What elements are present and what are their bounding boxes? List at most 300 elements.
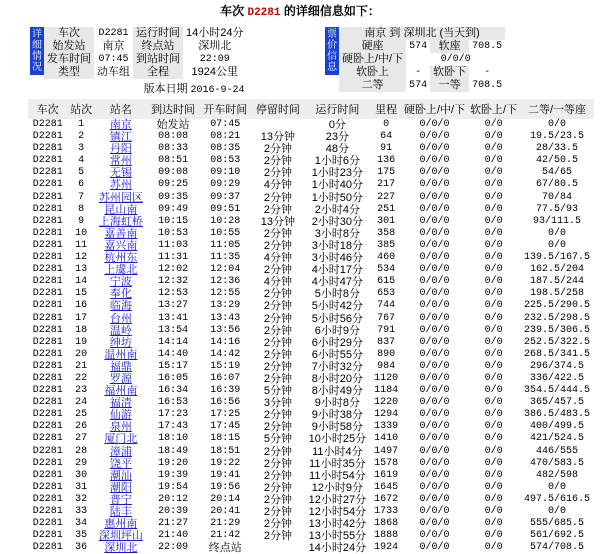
cell-distance: 890 [377, 348, 396, 360]
cell-distance: 1924 [374, 542, 399, 554]
cell-departure-time: 08:35 [210, 143, 241, 155]
station-name-link[interactable] [95, 300, 147, 312]
fare-tab-char-2: 信 [327, 51, 337, 62]
cell-departure-time: 20:14 [210, 493, 241, 505]
cell-distance: 1410 [374, 433, 399, 445]
cell-hard-sleeper-fare: 0/0/0 [419, 288, 450, 300]
cell-train-no: D2281 [32, 143, 63, 155]
station-link-text[interactable]: 惠州南 [104, 518, 138, 531]
cell-seat-fare: 561/692.5 [530, 530, 585, 542]
station-link-text[interactable]: 奉化 [109, 288, 132, 301]
cell-arrival-time: 17:43 [158, 421, 189, 433]
cell-arrival-time: 12:32 [158, 276, 189, 288]
cell-soft-sleeper-fare: 0/0 [484, 348, 503, 360]
detail-row-origin [44, 40, 246, 53]
cell-seat-fare: 365/457.5 [530, 397, 585, 409]
station-name-link[interactable] [95, 433, 147, 445]
fare-value-soft-sleeper-lower: - [469, 66, 505, 79]
cell-soft-sleeper-fare: 0/0 [484, 143, 503, 155]
cell-hard-sleeper-fare: 0/0/0 [419, 385, 450, 397]
cell-soft-sleeper-fare: 0/0 [484, 300, 503, 312]
station-name-link[interactable] [95, 409, 147, 421]
cell-stop-seq: 25 [75, 409, 88, 421]
cell-stop-seq: 22 [75, 372, 88, 384]
cell-hard-sleeper-fare: 0/0/0 [419, 191, 450, 203]
cell-hard-sleeper-fare: 0/0/0 [419, 203, 450, 215]
cell-arrival-time: 始发站 [156, 119, 190, 131]
station-link-text[interactable]: 嘉兴南 [104, 239, 138, 252]
station-name-link[interactable] [95, 204, 147, 216]
cell-soft-sleeper-fare: 0/0 [484, 336, 503, 348]
station-link-text[interactable]: 泉州 [109, 421, 132, 434]
station-link-text[interactable]: 深圳坪山 [98, 530, 143, 543]
cell-distance: 175 [377, 167, 396, 179]
station-link-text[interactable]: 南京 [109, 119, 132, 131]
cell-departure-time: 20:41 [210, 506, 241, 517]
cell-stop-seq: 23 [75, 385, 88, 397]
cell-distance: 1733 [374, 506, 399, 517]
fare-label-soft-seat: 软座 [430, 40, 469, 53]
station-link-text[interactable]: 陆丰 [109, 506, 132, 518]
cell-distance: 653 [377, 288, 396, 300]
cell-run-time: 13小时42分 [308, 518, 367, 531]
station-link-text[interactable]: 杭州东 [104, 252, 138, 265]
detail-value-train-no: D2281 [94, 27, 133, 40]
station-link-text[interactable]: 潮阳 [109, 481, 132, 494]
cell-stay-time: 2分钟 [263, 457, 292, 470]
station-name-link[interactable] [95, 119, 147, 131]
cell-hard-sleeper-fare: 0/0/0 [419, 324, 450, 336]
station-name-link[interactable] [95, 325, 147, 337]
cell-seat-fare: 252.5/322.5 [524, 336, 591, 348]
cell-distance: 1868 [374, 518, 399, 530]
fare-panel-vertical-tab [325, 27, 339, 75]
station-name-link[interactable] [95, 337, 147, 349]
cell-stay-time: 13分钟 [260, 215, 296, 228]
station-name-link[interactable] [95, 155, 147, 167]
cell-arrival-time: 19:39 [158, 469, 189, 481]
station-name-link[interactable] [95, 192, 147, 204]
cell-arrival-time: 16:53 [158, 397, 189, 409]
cell-stay-time: 2分钟 [263, 143, 292, 156]
cell-seat-fare: 0/0 [548, 227, 567, 239]
cell-train-no: D2281 [32, 336, 63, 348]
cell-seat-fare: 421/524.5 [530, 433, 585, 445]
table-row [28, 228, 594, 240]
cell-stay-time: 4分钟 [263, 252, 292, 265]
station-link-text[interactable]: 台州 [109, 312, 132, 325]
cell-soft-sleeper-fare: 0/0 [484, 131, 503, 143]
cell-stop-seq: 8 [78, 203, 85, 215]
cell-seat-fare: 19.5/23.5 [530, 131, 585, 143]
cell-soft-sleeper-fare: 0/0 [484, 530, 503, 542]
cell-hard-sleeper-fare: 0/0/0 [419, 469, 450, 481]
cell-stop-seq: 14 [75, 276, 88, 288]
cell-departure-time: 16:07 [210, 372, 241, 384]
table-row [28, 349, 594, 361]
station-link-text[interactable]: 温岭 [109, 324, 132, 337]
cell-distance: 1184 [374, 385, 399, 397]
station-name-link[interactable] [95, 216, 147, 228]
cell-departure-time: 13:29 [210, 300, 241, 312]
cell-stay-time: 2分钟 [263, 409, 292, 422]
station-link-text[interactable]: 福州南 [104, 385, 138, 398]
table-row [28, 409, 594, 421]
station-link-text[interactable]: 常州 [109, 155, 132, 168]
cell-run-time: 5小时56分 [311, 312, 364, 325]
cell-arrival-time: 15:17 [158, 360, 189, 372]
fare-route-header: 南京 到 深圳北 (当天到) [339, 27, 505, 40]
cell-run-time: 7小时32分 [311, 360, 364, 373]
station-link-text[interactable]: 镇江 [109, 131, 132, 144]
version-date-label: 版本日期 [143, 83, 188, 95]
cell-train-no: D2281 [32, 276, 63, 288]
station-name-link[interactable] [95, 264, 147, 276]
table-row [28, 542, 594, 554]
cell-train-no: D2281 [32, 215, 63, 227]
cell-hard-sleeper-fare: 0/0/0 [419, 530, 450, 542]
station-link-text[interactable]: 上海虹桥 [98, 215, 143, 228]
cell-run-time: 5小时8分 [314, 288, 360, 301]
cell-seat-fare: 400/499.5 [530, 421, 585, 433]
cell-arrival-time: 13:54 [158, 324, 189, 336]
station-link-text[interactable]: 上虞北 [104, 264, 138, 277]
cell-distance: 91 [380, 143, 393, 155]
cell-stay-time: 2分钟 [263, 239, 292, 252]
station-name-link[interactable] [95, 421, 147, 433]
station-name-link[interactable] [95, 458, 147, 470]
cell-arrival-time: 13:41 [158, 312, 189, 324]
station-name-link[interactable] [95, 276, 147, 288]
detail-row-type [44, 66, 246, 79]
cell-stay-time: 2分钟 [263, 227, 292, 240]
station-name-link[interactable] [95, 361, 147, 373]
cell-arrival-time: 14:14 [158, 336, 189, 348]
station-name-link[interactable] [95, 313, 147, 325]
station-name-link[interactable] [95, 131, 147, 143]
page-title-train-number: D2281 [247, 7, 281, 19]
station-link-text[interactable]: 绅坊 [109, 336, 132, 349]
cell-arrival-time: 21:27 [158, 518, 189, 530]
cell-soft-sleeper-fare: 0/0 [484, 312, 503, 324]
cell-train-no: D2281 [32, 264, 63, 276]
cell-train-no: D2281 [32, 155, 63, 167]
cell-run-time: 6小时29分 [311, 336, 364, 349]
station-name-link[interactable] [95, 373, 147, 385]
station-name-link[interactable] [95, 446, 147, 458]
cell-stay-time [251, 119, 304, 131]
cell-soft-sleeper-fare: 0/0 [484, 506, 503, 517]
table-row [28, 361, 594, 373]
cell-train-no: D2281 [32, 167, 63, 179]
fare-value-soft-sleeper-upper: - [406, 66, 430, 79]
table-row [28, 325, 594, 337]
cell-soft-sleeper-fare: 0/0 [484, 397, 503, 409]
cell-stop-seq: 31 [75, 481, 88, 493]
cell-departure-time: 终点站 [208, 542, 242, 554]
station-link-text[interactable]: 苏州 [109, 179, 132, 192]
cell-departure-time: 07:45 [210, 119, 241, 130]
cell-train-no: D2281 [32, 385, 63, 397]
cell-stay-time: 2分钟 [263, 469, 292, 482]
cell-distance: 534 [377, 264, 396, 276]
station-name-link[interactable] [95, 240, 147, 252]
fare-panel [325, 27, 505, 92]
detail-label-type: 类型 [44, 66, 94, 79]
table-row [28, 494, 594, 506]
cell-stay-time: 4分钟 [263, 276, 292, 289]
station-name-link[interactable] [95, 542, 147, 554]
detail-tab-char-0: 详 [32, 29, 42, 40]
cell-soft-sleeper-fare: 0/0 [484, 481, 503, 493]
cell-arrival-time: 08:08 [158, 131, 189, 143]
cell-soft-sleeper-fare: 0/0 [484, 421, 503, 433]
station-name-link[interactable] [95, 397, 147, 409]
cell-hard-sleeper-fare: 0/0/0 [419, 252, 450, 264]
cell-departure-time: 16:39 [210, 385, 241, 397]
station-name-link[interactable] [95, 288, 147, 300]
cell-run-time: 4小时47分 [311, 276, 364, 289]
cell-soft-sleeper-fare: 0/0 [484, 276, 503, 288]
station-link-text[interactable]: 无锡 [109, 167, 132, 180]
cell-distance: 136 [377, 155, 396, 167]
cell-departure-time: 13:56 [210, 324, 241, 336]
cell-seat-fare: 446/555 [536, 445, 579, 457]
station-link-text[interactable]: 福鼎 [109, 360, 132, 373]
cell-stay-time: 2分钟 [263, 372, 292, 385]
cell-train-no: D2281 [32, 360, 63, 372]
col-header-arrival: 到达时间 [147, 99, 200, 119]
cell-stay-time: 2分钟 [263, 324, 292, 337]
cell-train-no: D2281 [32, 409, 63, 421]
cell-seat-fare: 42/50.5 [536, 155, 579, 167]
detail-label-origin: 始发站 [44, 40, 94, 53]
cell-hard-sleeper-fare: 0/0/0 [419, 421, 450, 433]
cell-stay-time: 2分钟 [263, 445, 292, 458]
station-link-text[interactable]: 苏州园区 [98, 191, 143, 204]
cell-hard-sleeper-fare: 0/0/0 [419, 131, 450, 143]
cell-distance: 984 [377, 360, 396, 372]
station-link-text[interactable]: 临海 [109, 300, 132, 313]
station-name-link[interactable] [95, 349, 147, 361]
cell-stay-time: 2分钟 [263, 360, 292, 373]
cell-seat-fare: 54/65 [542, 167, 573, 179]
station-link-text[interactable]: 丹阳 [109, 143, 132, 156]
station-name-link[interactable] [95, 167, 147, 179]
cell-hard-sleeper-fare: 0/0/0 [419, 227, 450, 239]
cell-hard-sleeper-fare: 0/0/0 [419, 312, 450, 324]
cell-stay-time: 2分钟 [263, 421, 292, 434]
cell-distance: 64 [380, 131, 393, 143]
cell-departure-time: 11:35 [210, 252, 241, 264]
cell-stay-time: 2分钟 [263, 191, 292, 204]
cell-hard-sleeper-fare: 0/0/0 [419, 481, 450, 493]
cell-arrival-time: 10:53 [158, 227, 189, 239]
station-name-link[interactable] [95, 482, 147, 494]
cell-departure-time: 10:28 [210, 215, 241, 227]
col-header-distance: 里程 [370, 99, 402, 119]
cell-stop-seq: 35 [75, 530, 88, 542]
fare-value-first-class: 708.5 [469, 79, 505, 92]
cell-hard-sleeper-fare: 0/0/0 [419, 336, 450, 348]
cell-departure-time: 17:45 [210, 421, 241, 433]
cell-seat-fare: 0/0 [548, 119, 567, 130]
cell-stop-seq: 30 [75, 469, 88, 481]
cell-stay-time: 2分钟 [263, 203, 292, 216]
cell-stay-time: 4分钟 [263, 179, 292, 192]
cell-train-no: D2281 [32, 506, 63, 517]
station-name-link[interactable] [95, 494, 147, 506]
station-name-link[interactable] [95, 143, 147, 155]
cell-train-no: D2281 [32, 397, 63, 409]
cell-train-no: D2281 [32, 469, 63, 481]
fare-label-second-class: 二等 [339, 79, 406, 92]
cell-seat-fare: 0/0 [548, 481, 567, 493]
cell-train-no: D2281 [32, 119, 63, 130]
cell-departure-time: 11:05 [210, 239, 241, 251]
detail-value-type: 动车组 [94, 66, 133, 79]
cell-stay-time: 2分钟 [263, 300, 292, 313]
cell-stop-seq: 2 [78, 131, 85, 143]
cell-run-time: 3小时8分 [314, 227, 360, 240]
cell-train-no: D2281 [32, 348, 63, 360]
cell-stop-seq: 12 [75, 252, 88, 264]
cell-stay-time: 13分钟 [260, 131, 296, 144]
cell-seat-fare: 574/708.5 [530, 542, 585, 554]
col-header-run-time: 运行时间 [305, 99, 371, 119]
cell-hard-sleeper-fare: 0/0/0 [419, 409, 450, 421]
station-name-link[interactable] [95, 530, 147, 542]
cell-stop-seq: 34 [75, 518, 88, 530]
station-link-text[interactable]: 普宁 [109, 493, 132, 506]
cell-arrival-time: 10:15 [158, 215, 189, 227]
cell-run-time: 9小时38分 [311, 409, 364, 422]
cell-arrival-time: 09:08 [158, 167, 189, 179]
station-name-link[interactable] [95, 252, 147, 264]
table-row [28, 216, 594, 228]
cell-stop-seq: 33 [75, 506, 88, 517]
station-link-text[interactable]: 饶平 [109, 457, 132, 470]
cell-arrival-time: 09:25 [158, 179, 189, 191]
station-link-text[interactable]: 嘉善南 [104, 227, 138, 240]
cell-soft-sleeper-fare: 0/0 [484, 360, 503, 372]
col-header-seat-fares: 二等/一等座 [520, 99, 594, 119]
cell-arrival-time: 20:39 [158, 506, 189, 517]
station-name-link[interactable] [95, 179, 147, 191]
cell-train-no: D2281 [32, 433, 63, 445]
cell-hard-sleeper-fare: 0/0/0 [419, 167, 450, 179]
col-header-soft-sleeper: 软卧上/下 [467, 99, 520, 119]
table-row [28, 530, 594, 542]
cell-soft-sleeper-fare: 0/0 [484, 409, 503, 421]
cell-train-no: D2281 [32, 239, 63, 251]
station-link-text[interactable]: 仙游 [109, 409, 132, 422]
station-link-text[interactable]: 罗源 [109, 372, 132, 385]
cell-run-time: 1小时6分 [314, 155, 360, 168]
cell-stop-seq: 16 [75, 300, 88, 312]
fare-label-soft-sleeper-lower: 软卧下 [430, 66, 469, 79]
cell-distance: 1619 [374, 469, 399, 481]
cell-arrival-time: 11:31 [158, 252, 189, 264]
cell-train-no: D2281 [32, 324, 63, 336]
station-link-text[interactable]: 漳浦 [109, 445, 132, 458]
station-name-link[interactable] [95, 518, 147, 530]
station-link-text[interactable]: 厦门北 [104, 433, 138, 446]
page-title-prefix: 车次 [220, 4, 245, 18]
station-name-link[interactable] [95, 470, 147, 482]
cell-distance: 1120 [374, 372, 399, 384]
cell-stay-time: 2分钟 [263, 530, 292, 543]
station-link-text[interactable]: 宁波 [109, 276, 132, 289]
cell-train-no: D2281 [32, 372, 63, 384]
station-link-text[interactable]: 潮汕 [109, 469, 132, 482]
cell-seat-fare: 198.5/258 [530, 288, 585, 300]
cell-distance: 791 [377, 324, 396, 336]
cell-departure-time: 12:36 [210, 276, 241, 288]
cell-distance: 358 [377, 227, 396, 239]
cell-arrival-time: 09:49 [158, 203, 189, 215]
station-name-link[interactable] [95, 506, 147, 518]
cell-hard-sleeper-fare: 0/0/0 [419, 493, 450, 505]
fare-value-hard-sleeper: 0/0/0 [406, 53, 505, 66]
station-link-text[interactable]: 深圳北 [104, 542, 138, 554]
station-link-text[interactable]: 福清 [109, 397, 132, 410]
cell-hard-sleeper-fare: 0/0/0 [419, 445, 450, 457]
cell-departure-time: 16:56 [210, 397, 241, 409]
cell-stop-seq: 13 [75, 264, 88, 276]
cell-train-no: D2281 [32, 227, 63, 239]
cell-train-no: D2281 [32, 288, 63, 300]
cell-stop-seq: 29 [75, 457, 88, 469]
cell-distance: 1339 [374, 421, 399, 433]
cell-run-time: 10小时25分 [308, 433, 367, 446]
cell-arrival-time: 13:27 [158, 300, 189, 312]
cell-departure-time: 09:10 [210, 167, 241, 179]
station-link-text[interactable]: 昆山南 [104, 203, 138, 216]
station-name-link[interactable] [95, 228, 147, 240]
station-name-link[interactable] [95, 385, 147, 397]
cell-soft-sleeper-fare: 0/0 [484, 252, 503, 264]
detail-panel-vertical-tab [30, 27, 44, 75]
table-row [28, 397, 594, 409]
cell-soft-sleeper-fare: 0/0 [484, 167, 503, 179]
table-row [28, 385, 594, 397]
cell-departure-time: 10:55 [210, 227, 241, 239]
cell-soft-sleeper-fare: 0/0 [484, 372, 503, 384]
cell-soft-sleeper-fare: 0/0 [484, 227, 503, 239]
cell-stay-time: 5分钟 [263, 385, 292, 398]
table-row [28, 252, 594, 264]
cell-hard-sleeper-fare: 0/0/0 [419, 348, 450, 360]
table-row [28, 458, 594, 470]
col-header-stay: 停留时间 [251, 99, 304, 119]
cell-train-no: D2281 [32, 191, 63, 203]
stops-header-row [28, 99, 594, 119]
table-row [28, 240, 594, 252]
station-link-text[interactable]: 温州南 [104, 348, 138, 361]
cell-arrival-time: 11:03 [158, 239, 189, 251]
cell-soft-sleeper-fare: 0/0 [484, 385, 503, 397]
fare-row-hard-sleeper [339, 53, 505, 66]
table-row [28, 482, 594, 494]
cell-train-no: D2281 [32, 131, 63, 143]
table-row [28, 143, 594, 155]
cell-distance: 385 [377, 239, 396, 251]
cell-run-time: 11小时4分 [312, 445, 363, 458]
cell-hard-sleeper-fare: 0/0/0 [419, 397, 450, 409]
cell-seat-fare: 225.5/290.5 [524, 300, 591, 312]
detail-label-total-distance: 全程 [133, 66, 183, 79]
